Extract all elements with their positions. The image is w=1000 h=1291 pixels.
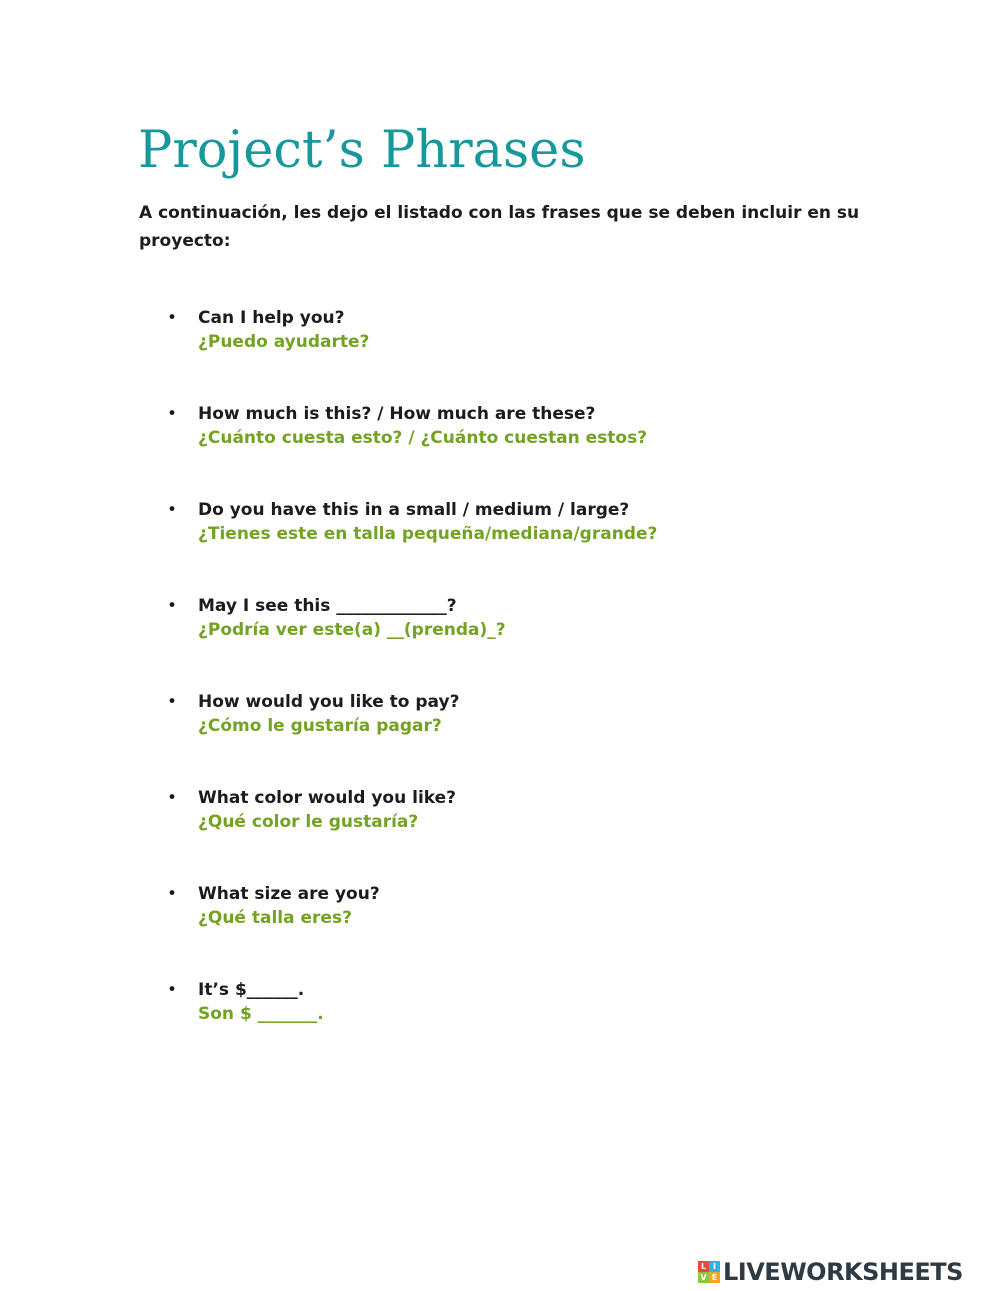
spanish-translation: Son $ _______. bbox=[198, 1004, 324, 1024]
english-phrase: May I see this _____________? bbox=[198, 596, 457, 616]
english-phrase: What color would you like? bbox=[198, 788, 457, 808]
bullet-icon: • bbox=[167, 500, 178, 520]
logo-tile: E bbox=[709, 1272, 720, 1283]
bullet-icon: • bbox=[167, 596, 178, 616]
english-phrase: Can I help you? bbox=[198, 308, 345, 328]
bullet-icon: • bbox=[167, 692, 178, 712]
bullet-icon: • bbox=[167, 404, 178, 424]
logo-tile: I bbox=[709, 1261, 720, 1272]
page-title: Project’s Phrases bbox=[138, 121, 586, 180]
spanish-translation: ¿Puedo ayudarte? bbox=[198, 332, 370, 352]
intro-text: A continuación, les dejo el listado con las frases que se deben incluir en su proyecto: bbox=[139, 203, 860, 251]
english-phrase: How would you like to pay? bbox=[198, 692, 460, 712]
spanish-translation: ¿Cuánto cuesta esto? / ¿Cuánto cuestan estos? bbox=[198, 428, 648, 448]
liveworksheets-logo bbox=[698, 1257, 963, 1287]
spanish-translation: ¿Cómo le gustaría pagar? bbox=[198, 716, 442, 736]
liveworksheets-logo-icon bbox=[698, 1261, 720, 1283]
english-phrase: Do you have this in a small / medium / large? bbox=[198, 500, 630, 520]
bullet-icon: • bbox=[167, 308, 178, 328]
spanish-translation: ¿Tienes este en talla pequeña/mediana/grande? bbox=[198, 524, 658, 544]
english-phrase: What size are you? bbox=[198, 884, 380, 904]
logo-text: LIVEWORKSHEETS bbox=[723, 1258, 963, 1286]
spanish-translation: ¿Podría ver este(a) __(prenda)_? bbox=[198, 620, 506, 640]
logo-tile: L bbox=[698, 1261, 709, 1272]
spanish-translation: ¿Qué talla eres? bbox=[198, 908, 352, 928]
spanish-translation: ¿Qué color le gustaría? bbox=[198, 812, 419, 832]
bullet-icon: • bbox=[167, 884, 178, 904]
english-phrase: How much is this? / How much are these? bbox=[198, 404, 596, 424]
bullet-icon: • bbox=[167, 788, 178, 808]
bullet-icon: • bbox=[167, 980, 178, 1000]
logo-tile: V bbox=[698, 1272, 709, 1283]
english-phrase: It’s $______. bbox=[198, 980, 305, 1000]
